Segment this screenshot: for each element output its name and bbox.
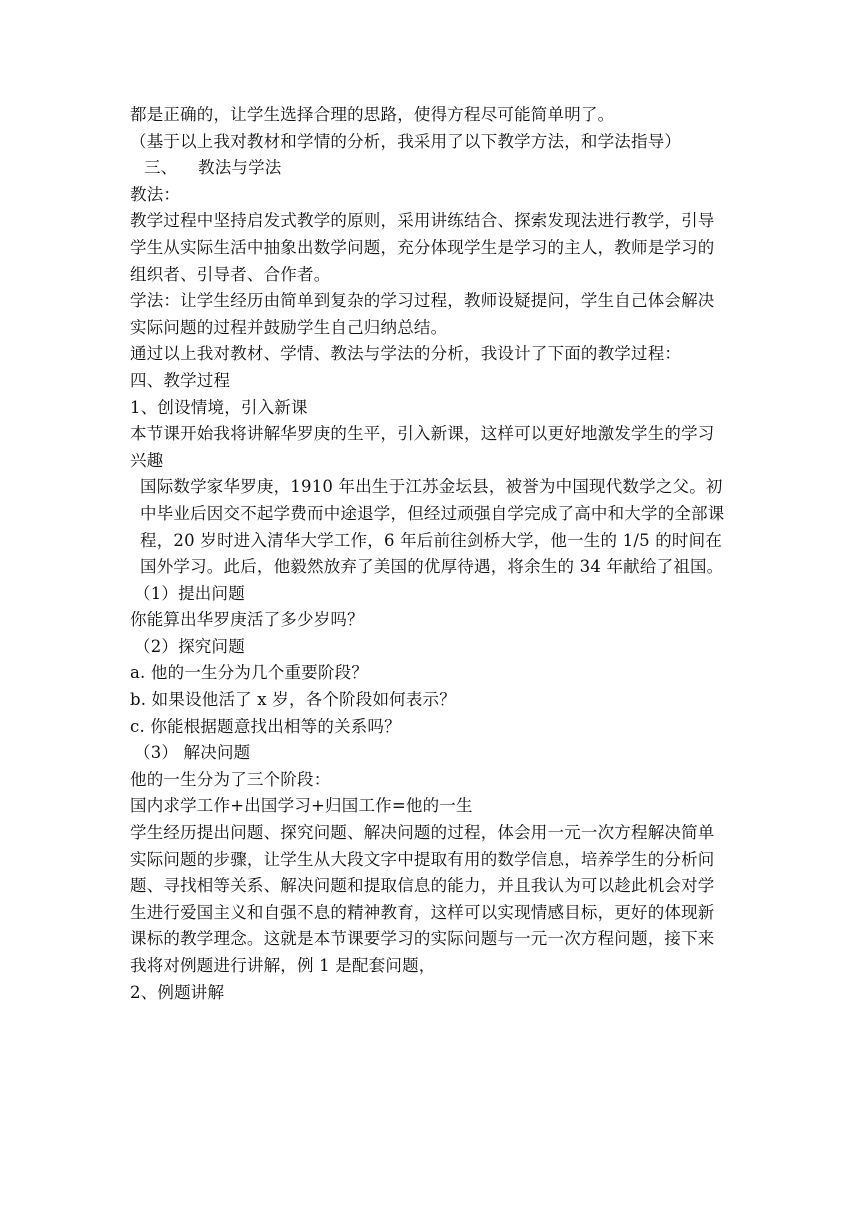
paragraph-line: 学生经历提出问题、探究问题、解决问题的过程，体会用一元一次方程解决简单: [130, 823, 715, 843]
quote-line: 程，20 岁时进入清华大学工作，6 年后前往剑桥大学，他一生的 1/5 的时间在: [140, 530, 723, 550]
paragraph-line: 题、寻找相等关系、解决问题和提取信息的能力，并且我认为可以趁此机会对学: [130, 876, 715, 896]
paragraph-line: 实际问题的步骤，让学生从大段文字中提取有用的数学信息，培养学生的分析问: [130, 849, 715, 869]
paragraph-line: 他的一生分为了三个阶段：: [130, 769, 331, 789]
quote-line: 国际数学家华罗庚，1910 年出生于江苏金坛县，被誉为中国现代数学之父。初: [140, 477, 723, 497]
section-heading: [130, 155, 750, 182]
paragraph-line: 组织者、引导者、合作者。: [130, 264, 331, 284]
subsection-heading: 2、例题讲解: [130, 982, 225, 1002]
subsection-heading: （3） 解决问题: [134, 743, 251, 763]
paragraph-line: 我将对例题进行讲解，例 1 是配套问题，: [130, 956, 436, 975]
document-page: [130, 102, 750, 1006]
paragraph-line: 课标的教学理念。这就是本节课要学习的实际问题与一元一次方程问题，接下来: [130, 929, 715, 949]
paragraph-line: 都是正确的，让学生选择合理的思路，使得方程尽可能简单明了。: [130, 105, 615, 124]
quote-line: 中毕业后因交不起学费而中途退学，但经过顽强自学完成了高中和大学的全部课: [140, 503, 725, 523]
paragraph-line: 学法：让学生经历由简单到复杂的学习过程，教师设疑提问，学生自己体会解决: [130, 291, 715, 311]
paragraph-line: 本节课开始我将讲解华罗庚的生平，引入新课，这样可以更好地激发学生的学习: [130, 424, 715, 444]
subsection-heading: 1、创设情境，引入新课: [130, 397, 308, 417]
section-heading: 四、教学过程: [130, 370, 231, 390]
paragraph-line: 兴趣: [130, 450, 164, 470]
paragraph-line: 通过以上我对教材、学情、教法与学法的分析，我设计了下面的教学过程：: [130, 344, 682, 364]
list-item: b. 如果设他活了 x 岁，各个阶段如何表示？: [130, 690, 456, 710]
paragraph-line: （基于以上我对教材和学情的分析，我采用了以下教学方法，和学法指导）: [130, 131, 682, 151]
subsection-heading: （2）探究问题: [134, 636, 245, 656]
paragraph-line: 教法：: [130, 184, 181, 204]
subsection-heading: （1）提出问题: [134, 583, 245, 603]
section-number: 三、: [144, 158, 178, 178]
section-title: 教法与学法: [198, 158, 282, 178]
paragraph-line: 实际问题的过程并鼓励学生自己归纳总结。: [130, 317, 448, 337]
paragraph-line: 学生从实际生活中抽象出数学问题，充分体现学生是学习的主人，教师是学习的: [130, 237, 715, 257]
paragraph-line: 生进行爱国主义和自强不息的精神教育，这样可以实现情感目标，更好的体现新: [130, 902, 715, 922]
list-item: c. 你能根据题意找出相等的关系吗？: [130, 716, 401, 736]
paragraph-line: 教学过程中坚持启发式教学的原则，采用讲练结合、探索发现法进行教学，引导: [130, 211, 715, 231]
list-item: a. 他的一生分为几个重要阶段？: [130, 663, 369, 683]
equation-line: 国内求学工作+出国学习+归国工作=他的一生: [130, 796, 473, 816]
paragraph-line: 你能算出华罗庚活了多少岁吗？: [130, 610, 364, 630]
quote-line: 国外学习。此后，他毅然放弃了美国的优厚待遇，将余生的 34 年献给了祖国。: [140, 557, 724, 577]
